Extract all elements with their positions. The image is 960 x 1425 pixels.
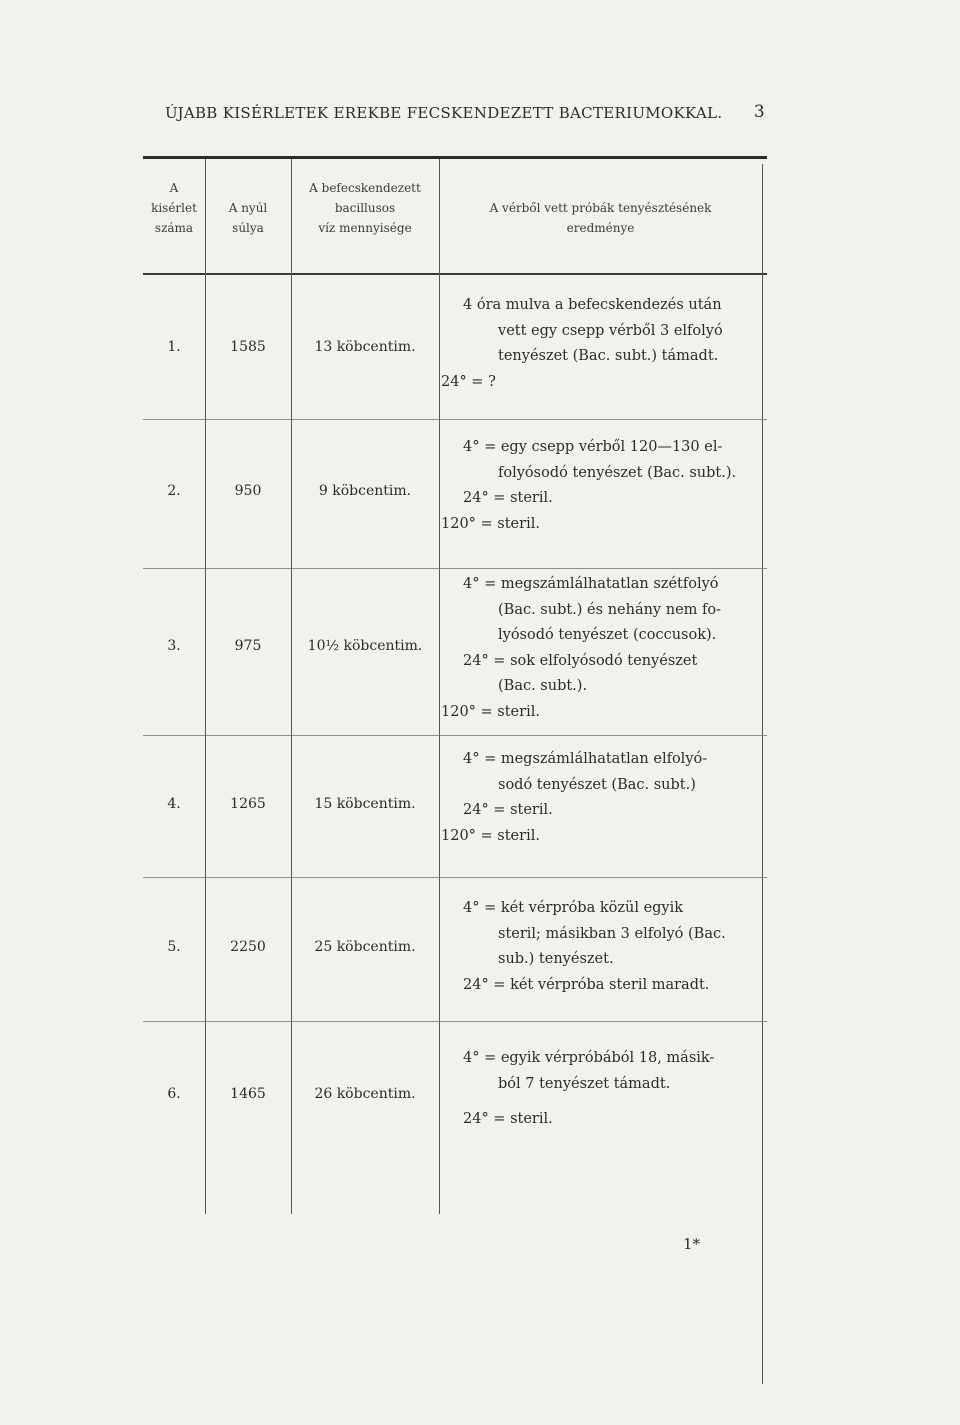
column-divider: [439, 159, 440, 1214]
experiment-number: 6.: [167, 1086, 181, 1102]
rabbit-weight: 950: [234, 483, 262, 499]
table-top-rule: [143, 156, 767, 159]
injected-volume: 26 köbcentim.: [314, 1086, 416, 1102]
rabbit-weight: 2250: [230, 939, 266, 955]
culture-result: 4° = egyik vérpróbából 18, másik- ból 7 tenyészet támadt. 24° = steril.: [463, 1050, 715, 1127]
row-separator: [143, 419, 767, 420]
rabbit-weight: 1585: [230, 339, 266, 355]
table-header-rule: [143, 273, 767, 275]
header-volume: A befecskendezett bacillusos víz mennyisége: [309, 181, 421, 235]
culture-result: 4° = két vérpróba közül egyik steril; másikban 3 elfolyó (Bac. sub.) tenyészet. 24° = két vérpróba steril maradt.: [463, 900, 726, 993]
column-divider: [762, 164, 763, 1384]
experiment-number: 2.: [167, 483, 181, 499]
injected-volume: 15 köbcentim.: [314, 796, 416, 812]
row-separator: [143, 1021, 767, 1022]
header-weight: A nyúl súlya: [228, 201, 268, 235]
row-separator: [143, 568, 767, 569]
culture-result: 4° = egy csepp vérből 120—130 el- folyósodó tenyészet (Bac. subt.). 24° = steril. 120° = steril.: [441, 439, 737, 532]
experiment-number: 1.: [167, 339, 181, 355]
page-number: 3: [753, 102, 765, 122]
injected-volume: 10½ köbcentim.: [307, 638, 423, 654]
rabbit-weight: 975: [234, 638, 262, 654]
rabbit-weight: 1465: [230, 1086, 266, 1102]
experiment-number: 3.: [167, 638, 181, 654]
experiment-number: 4.: [167, 796, 181, 812]
row-separator: [143, 735, 767, 736]
results-table: [143, 156, 767, 1386]
injected-volume: 25 köbcentim.: [314, 939, 416, 955]
signature-mark: 1*: [683, 1235, 701, 1253]
rabbit-weight: 1265: [230, 796, 266, 812]
column-divider: [205, 159, 206, 1214]
injected-volume: 9 köbcentim.: [318, 483, 412, 499]
injected-volume: 13 köbcentim.: [314, 339, 416, 355]
culture-result: 4° = megszámlálhatatlan elfolyó- sodó tenyészet (Bac. subt.) 24° = steril. 120° = steril.: [441, 751, 708, 844]
header-experiment: A kisérlet száma: [151, 181, 197, 235]
running-title: ÚJABB KISÉRLETEK EREKBE FECSKENDEZETT BACTERIUMOKKAL.: [165, 104, 723, 122]
experiment-number: 5.: [167, 939, 181, 955]
column-divider: [291, 159, 292, 1214]
header-result: A vérből vett próbák tenyésztésének eredménye: [489, 201, 712, 235]
row-separator: [143, 877, 767, 878]
culture-result: 4° = megszámlálhatatlan szétfolyó (Bac. subt.) és nehány nem fo- lyósodó tenyészet (coccusok). 24° = sok elfolyósodó tenyészet (Bac. subt.). 120° = steril.: [441, 576, 722, 720]
culture-result: 4 óra mulva a befecskendezés után vett egy csepp vérből 3 elfolyó tenyészet (Bac. subt.) támadt. 24° = ?: [441, 297, 723, 390]
